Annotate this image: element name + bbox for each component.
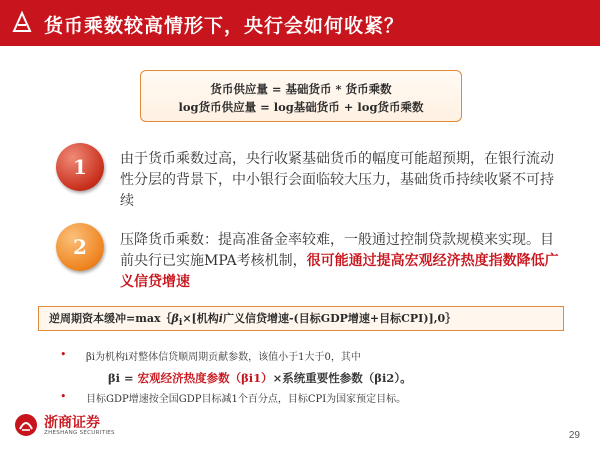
point-text-2 [120,230,560,293]
point-2-highlight-text: 很可能通过提高宏观经济热度指数降低广义信贷增速 [120,253,559,290]
note-2-text: 目标GDP增速按全国GDP目标减1个百分点，目标CPI为国家预定目标。 [86,394,407,405]
rule-beta: β [171,312,179,325]
company-logo [14,411,134,441]
note-1-text: βi为机构i对整体信贷顺周期贡献参数，该值小于1大于0，其中 [86,352,361,363]
page-number: 29 [568,430,580,441]
rule-beta-subscript: i [178,317,183,329]
company-logo-icon [14,413,38,437]
note-1-formula-rhs: ×系统重要性参数（βi2）。 [272,371,412,385]
formula-line-2: log货币供应量 = log基础货币 + log货币乘数 [178,100,424,114]
slide-title: 货币乘数较高情形下，央行会如何收紧？ [44,15,405,37]
bullet-dot-icon: • [60,390,67,403]
rule-prefix: 逆周期资本缓冲=max｛ [49,312,172,325]
note-1-formula-lhs: βi = [108,371,138,385]
countercyclical-buffer-formula [38,306,564,331]
point-badge-1: 1 [56,143,104,191]
rule-mid: ×[机构 [182,312,219,325]
rule-suffix: 广义信贷增速-(目标GDP增速+目标CPI)],0｝ [222,312,457,325]
formula-box [140,70,462,122]
point-2-plain-text: 压降货币乘数：提高准备金率较难，一般通过控制贷款规模来实现。目前央行已实施MPA考核机制， [120,232,554,269]
point-text-1: 由于货币乘数过高，央行收紧基础货币的幅度可能超预期，在银行流动性分层的背景下，中小银行会面临较大压力，基础货币持续收紧不可持续 [120,151,554,209]
note-1-formula [108,370,412,386]
point-badge-2: 2 [56,223,104,271]
company-name: 浙商证券 [44,415,100,431]
header-bar [0,0,600,46]
company-name-english: ZHESHANG SECURITIES [44,430,115,436]
note-1-formula-red: 宏观经济热度参数（βi1） [137,371,273,385]
brand-mark-icon [12,11,32,33]
formula-line-1: 货币供应量 = 基础货币 * 货币乘数 [210,82,392,96]
rule-institution-subscript: i [218,312,223,325]
bullet-dot-icon: • [60,348,67,361]
